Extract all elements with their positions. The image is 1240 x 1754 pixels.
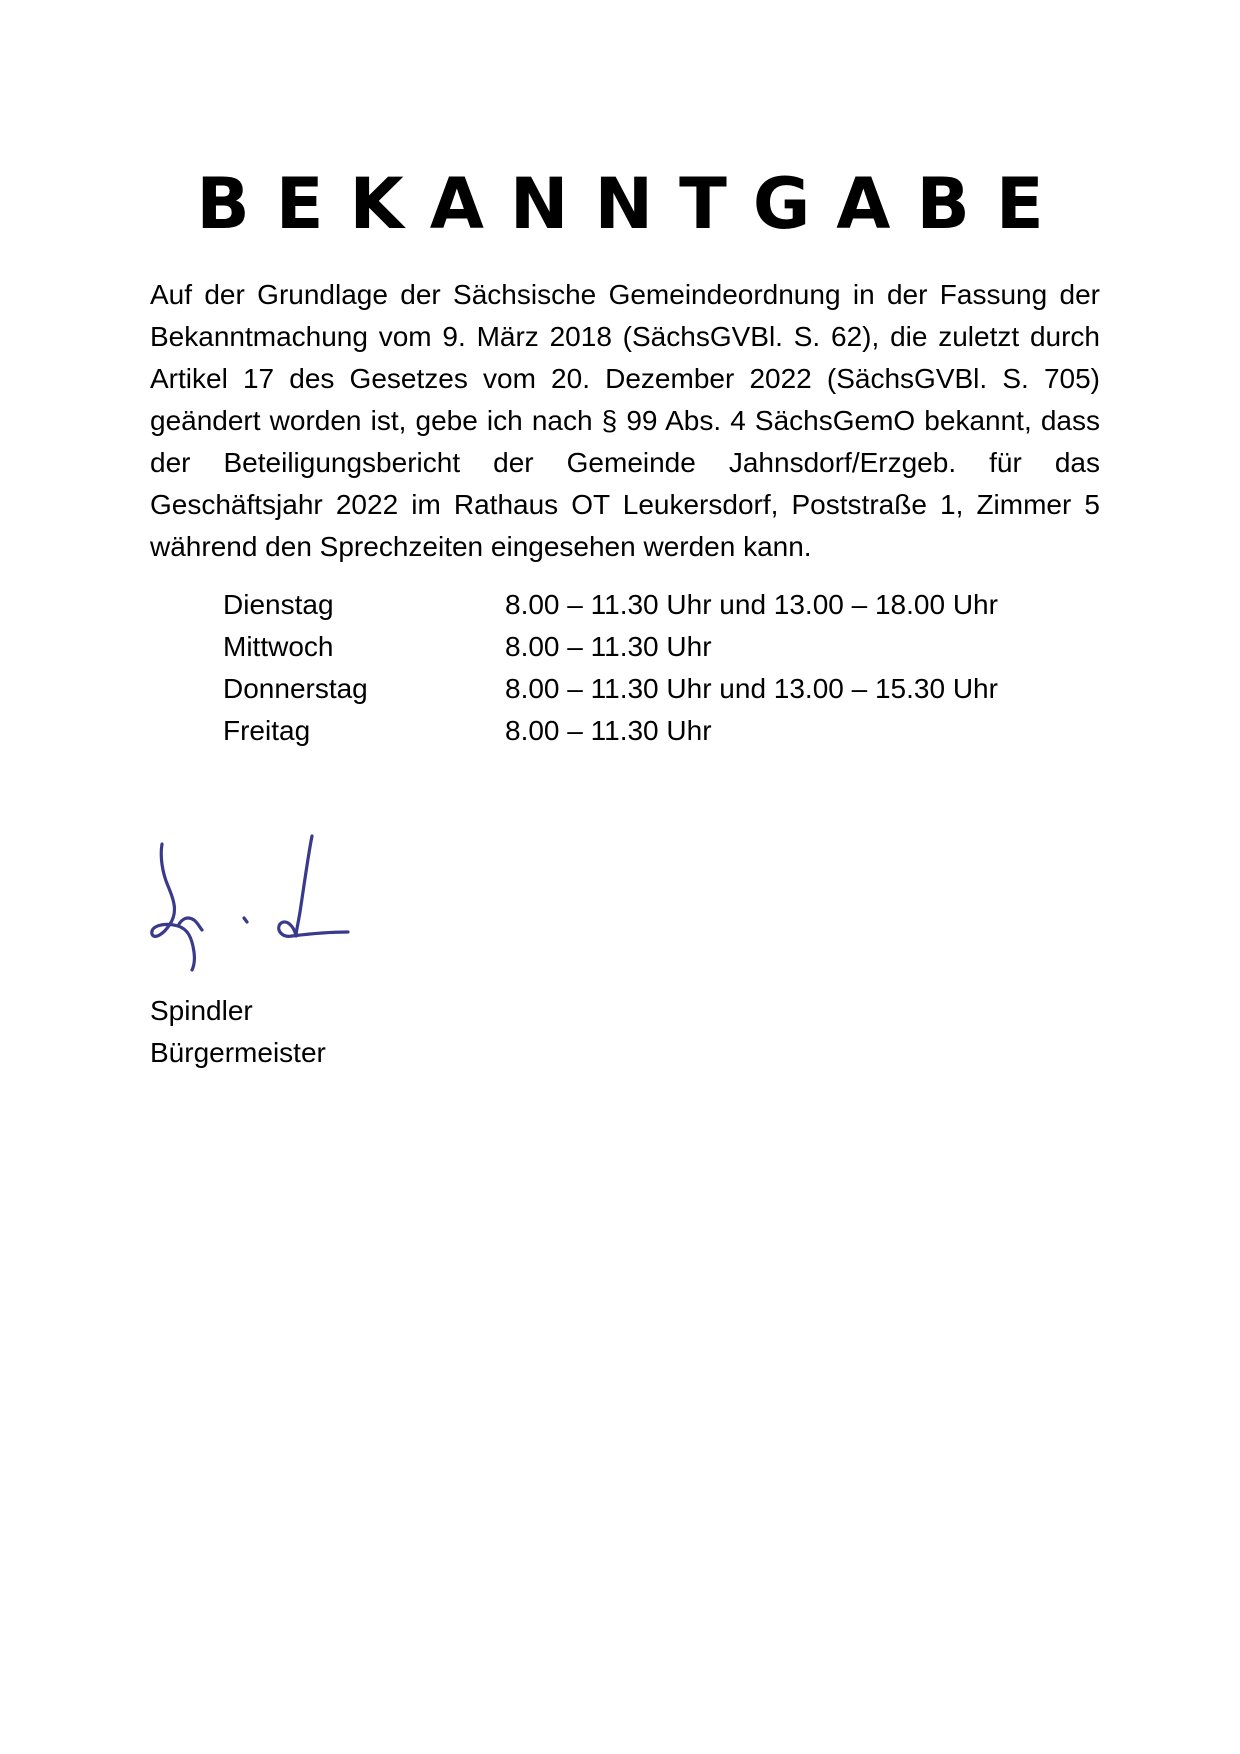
- office-hours-day: Dienstag: [223, 589, 334, 620]
- office-hours-day: Mittwoch: [223, 631, 334, 662]
- signer-block: [150, 990, 326, 1074]
- office-hours-table: [223, 584, 1043, 752]
- office-hours-day: Freitag: [223, 715, 311, 746]
- office-hours-time: 8.00 – 11.30 Uhr und 13.00 – 18.00 Uhr: [505, 589, 998, 620]
- office-hours-day: Donnerstag: [223, 673, 368, 704]
- handwritten-signature: [148, 826, 358, 976]
- signer-role: Bürgermeister: [150, 1037, 326, 1068]
- office-hours-time: 8.00 – 11.30 Uhr: [505, 715, 712, 746]
- signer-name: Spindler: [150, 995, 253, 1026]
- signature-stroke: [152, 844, 195, 970]
- office-hours-row: [223, 668, 1043, 710]
- signature-stroke: [244, 918, 247, 922]
- office-hours-time: 8.00 – 11.30 Uhr und 13.00 – 15.30 Uhr: [505, 673, 998, 704]
- office-hours-row: [223, 584, 1043, 626]
- announcement-text: Auf der Grundlage der Sächsische Gemeindeordnung in der Fassung der Bekanntmachung vom 9. März 2018 (SächsGVBl. S. 62), die zuletzt durch Artikel 17 des Gesetzes vom 20. Dezember 2022 (SächsGVBl. S. 705) geändert worden ist, gebe ich nach § 99 Abs. 4 SächsGemO bekannt, dass der Beteiligungsbericht der Gemeinde Jahnsdorf/Erzgeb. für das Geschäftsjahr 2022 im Rathaus OT Leukersdorf, Poststraße 1, Zimmer 5 während den Sprechzeiten eingesehen werden kann.: [150, 279, 1100, 562]
- office-hours-row: [223, 710, 1043, 752]
- signature-stroke: [279, 836, 348, 936]
- document-title: BEKANNTGABE: [196, 163, 1070, 245]
- office-hours-row: [223, 626, 1043, 668]
- office-hours-time: 8.00 – 11.30 Uhr: [505, 631, 712, 662]
